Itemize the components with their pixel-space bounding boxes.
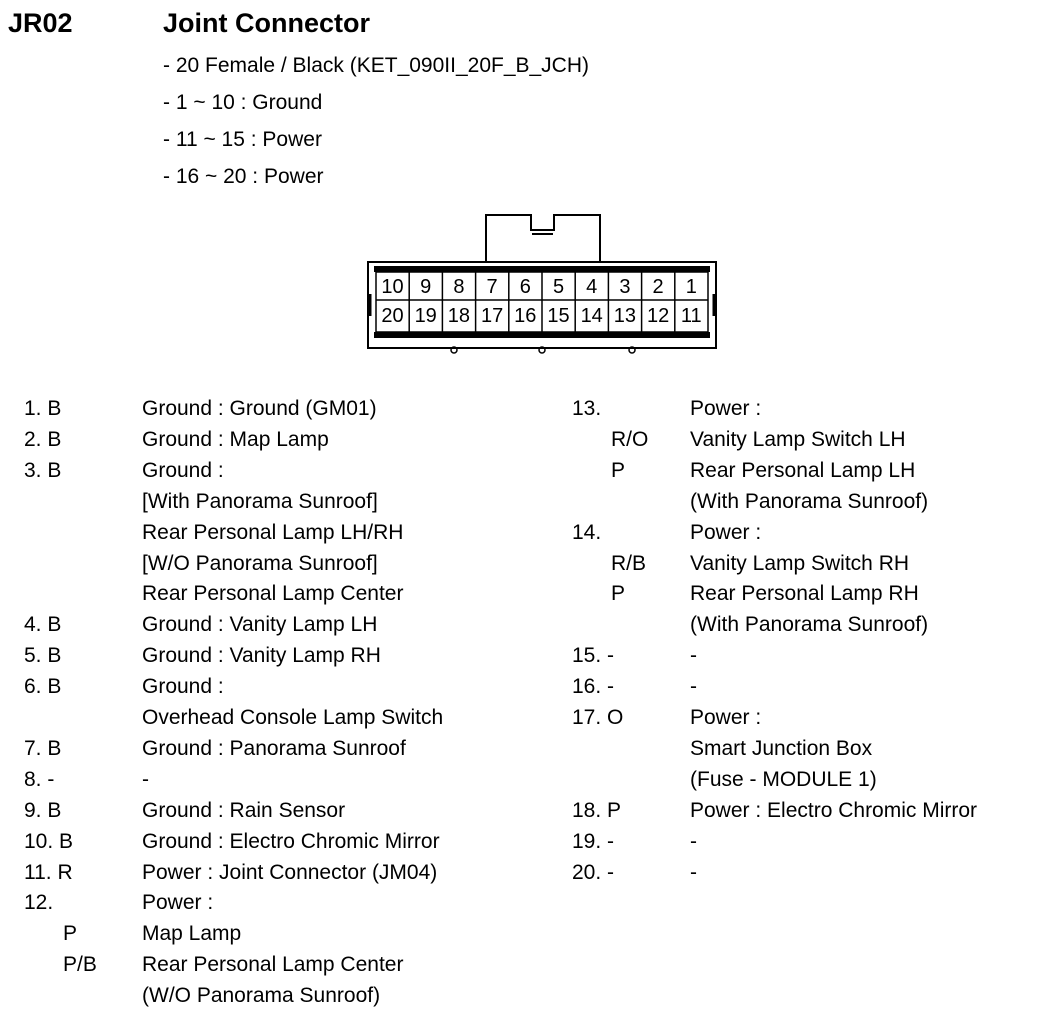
pin-number: P/B [63, 953, 97, 977]
pin-number: 5. B [24, 644, 62, 668]
pin-description: Ground : Ground (GM01) [142, 397, 377, 420]
page-title: Joint Connector [163, 8, 370, 38]
connector-pin-bottom: 19 [414, 305, 437, 327]
pin-number: 18. P [572, 798, 622, 822]
pin-description: Ground : Vanity Lamp LH [142, 613, 378, 637]
pin-description: Rear Personal Lamp Center [142, 953, 404, 977]
pin-description: Ground : [142, 458, 224, 482]
pin-number: 11. R [24, 860, 73, 884]
pin-description: Power : [142, 891, 214, 915]
pin-number: 12. [24, 891, 54, 915]
pin-description: (With Panorama Sunroof) [690, 613, 929, 637]
pin-description: Ground : Map Lamp [142, 427, 329, 451]
connector-diagram [366, 210, 718, 360]
pin-description: (With Panorama Sunroof) [690, 489, 929, 513]
connector-pin-top: 7 [486, 276, 498, 298]
pin-description: Ground : Panorama Sunroof [142, 736, 406, 760]
pin-description: - [690, 675, 697, 699]
pin-description: - [142, 767, 149, 791]
pin-description: Vanity Lamp Switch RH [690, 551, 910, 575]
connector-pin-top: 8 [453, 276, 465, 298]
pin-description: Ground : Rain Sensor [142, 798, 346, 822]
connector-pin-top: 9 [420, 276, 432, 298]
pin-number: 14. [572, 520, 602, 544]
connector-pin-top: 6 [519, 276, 531, 298]
connector-pin-top: 5 [552, 276, 565, 298]
connector-code: JR02 [8, 8, 73, 38]
connector-pin-top: 10 [381, 276, 404, 298]
connector-pin-bottom: 15 [547, 305, 570, 327]
connector-pin-bottom: 13 [613, 305, 637, 327]
pin-description: [W/O Panorama Sunroof] [142, 551, 378, 575]
pin-description: Smart Junction Box [690, 736, 873, 760]
pin-number: 16. - [572, 675, 615, 699]
pin-description: Ground : Electro Chromic Mirror [142, 829, 440, 853]
connector-pin-bottom: 17 [480, 305, 504, 327]
pin-description: Ground : [142, 675, 224, 699]
pin-description: Power : [690, 706, 762, 729]
pin-number: 15. - [572, 644, 615, 668]
pin-description: Ground : Vanity Lamp RH [142, 644, 381, 668]
spec-line: - 20 Female / Black (KET_090II_20F_B_JCH) [163, 54, 590, 77]
pin-number: 7. B [24, 736, 62, 760]
pin-description: Vanity Lamp Switch LH [690, 427, 906, 451]
pin-description: Overhead Console Lamp Switch [142, 706, 444, 729]
pin-description: Rear Personal Lamp Center [142, 582, 404, 606]
connector-pin-bottom: 11 [680, 305, 702, 327]
pin-number: 19. - [572, 829, 615, 853]
connector-pin-bottom: 12 [646, 305, 670, 327]
connector-pin-bottom: 20 [381, 305, 404, 327]
pin-description: [With Panorama Sunroof] [142, 489, 378, 513]
pin-number: P [63, 922, 78, 946]
pin-number: 10. B [24, 829, 74, 853]
pin-description: - [690, 644, 697, 668]
spec-line: - 16 ~ 20 : Power [163, 165, 324, 188]
pin-description: Power : [690, 397, 762, 420]
pin-description: Power : Joint Connector (JM04) [142, 860, 438, 884]
pin-number: 20. - [572, 860, 615, 884]
connector-pin-top: 2 [652, 276, 664, 298]
pin-number: 17. O [572, 706, 624, 729]
pin-number: 4. B [24, 613, 62, 637]
pin-description: Rear Personal Lamp LH/RH [142, 520, 404, 544]
connector-pin-bottom: 16 [514, 305, 537, 327]
spec-line: - 1 ~ 10 : Ground [163, 91, 323, 114]
pin-number: P [611, 458, 626, 482]
pin-number: 2. B [24, 427, 62, 451]
pin-description: Power : [690, 520, 762, 544]
spec-line: - 11 ~ 15 : Power [163, 128, 322, 151]
pin-number: 13. [572, 397, 602, 420]
pin-number: P [611, 582, 626, 606]
pin-number: 1. B [24, 397, 62, 420]
pin-description: Rear Personal Lamp LH [690, 458, 916, 482]
pin-number: 6. B [24, 675, 62, 699]
pin-number: R/B [611, 551, 647, 575]
connector-pin-bottom: 14 [580, 305, 603, 327]
pin-description: Map Lamp [142, 922, 242, 946]
connector-pin-top: 4 [586, 276, 598, 298]
connector-pin-bottom: 18 [447, 305, 471, 327]
pin-description: Power : Electro Chromic Mirror [690, 798, 978, 822]
pin-number: R/O [611, 427, 649, 451]
connector-pin-top: 3 [619, 276, 631, 298]
pin-description: - [690, 860, 697, 884]
pin-number: 9. B [24, 798, 62, 822]
pin-description: (Fuse - MODULE 1) [690, 767, 877, 791]
pin-number: 3. B [24, 458, 62, 482]
pin-description: Rear Personal Lamp RH [690, 582, 919, 606]
pin-number: 8. - [24, 767, 55, 791]
pin-description: (W/O Panorama Sunroof) [142, 984, 381, 1008]
connector-pin-top: 1 [685, 276, 697, 298]
pin-description: - [690, 829, 697, 853]
